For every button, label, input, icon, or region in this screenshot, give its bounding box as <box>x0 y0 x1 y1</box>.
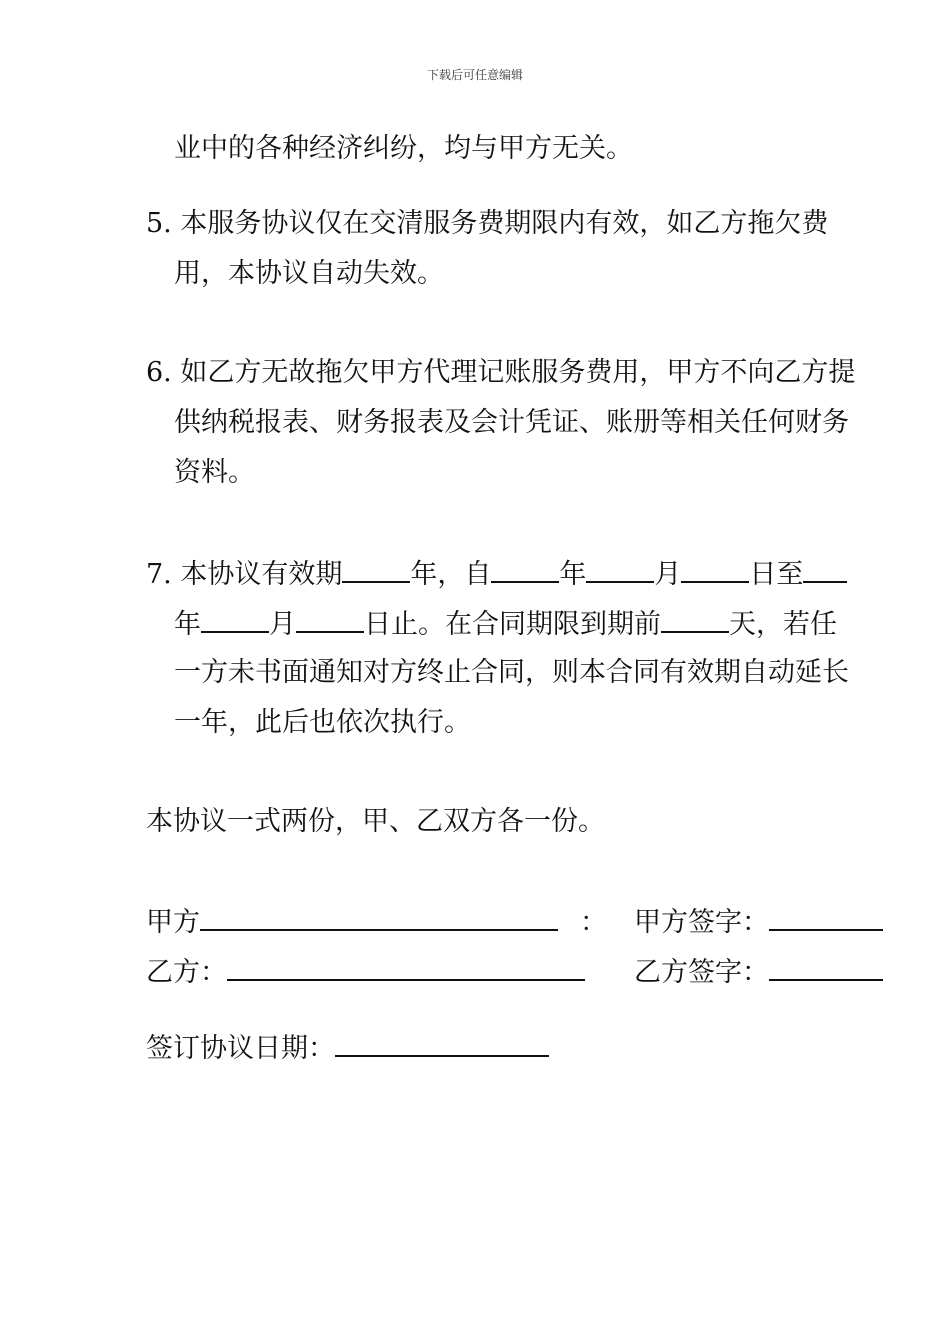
end-year-blank[interactable] <box>803 555 847 583</box>
end-day-blank[interactable] <box>296 605 364 633</box>
copies-statement: 本协议一式两份，甲、乙双方各一份。 <box>146 806 605 837</box>
clause-7-line-3: 一方未书面通知对方终止合同，则本合同有效期自动延长 <box>174 657 849 688</box>
party-a-sign-blank[interactable] <box>769 903 883 931</box>
end-month-blank[interactable] <box>201 605 269 633</box>
clause-7-text-h: 日止。在合同期限到期前 <box>364 609 661 640</box>
party-a-label: 甲方 <box>146 907 200 938</box>
clause-7-text-a: 7. 本协议有效期 <box>146 559 343 590</box>
clause-5-line-1: 5. 本服务协议仅在交清服务费期限内有效，如乙方拖欠费 <box>146 208 829 239</box>
sign-date-blank[interactable] <box>335 1029 549 1057</box>
clause-6-line-3: 资料。 <box>174 457 255 488</box>
party-a-blank[interactable] <box>200 903 558 931</box>
clause-7-text-g: 月 <box>269 609 296 640</box>
clause-7-text-b: 年，自 <box>410 559 492 590</box>
party-a-colon: ： <box>580 907 607 938</box>
clause-7-text-c: 年 <box>559 559 587 590</box>
party-b-row <box>146 953 585 991</box>
party-a-sign-label: 甲方签字： <box>634 907 769 938</box>
party-a-row <box>146 903 607 941</box>
sign-date-label: 签订协议日期： <box>146 1033 335 1064</box>
term-years-blank[interactable] <box>342 555 410 583</box>
clause-6-line-2: 供纳税报表、财务报表及会计凭证、账册等相关任何财务 <box>174 407 849 438</box>
clause-7-text-e: 日至 <box>749 559 804 590</box>
party-b-blank[interactable] <box>227 953 585 981</box>
clause-7-line-4: 一年，此后也依次执行。 <box>174 707 471 738</box>
clause-7-text-d: 月 <box>654 559 682 590</box>
clause-7-text-f: 年 <box>174 609 201 640</box>
party-a-sign-row <box>634 903 883 941</box>
clause-6-line-1: 6. 如乙方无故拖欠甲方代理记账服务费用，甲方不向乙方提 <box>146 357 856 388</box>
party-b-sign-label: 乙方签字： <box>634 957 769 988</box>
clause-7-line-2 <box>174 605 837 643</box>
start-month-blank[interactable] <box>586 555 654 583</box>
party-b-sign-blank[interactable] <box>769 953 883 981</box>
clause-7-line-1 <box>146 555 847 593</box>
party-b-label: 乙方： <box>146 957 227 988</box>
sign-date-row <box>146 1029 549 1067</box>
party-b-sign-row <box>634 953 883 991</box>
start-year-blank[interactable] <box>491 555 559 583</box>
notice-days-blank[interactable] <box>661 605 729 633</box>
start-day-blank[interactable] <box>681 555 749 583</box>
clause-5-line-2: 用，本协议自动失效。 <box>174 258 444 289</box>
clause-4-continuation: 业中的各种经济纠纷，均与甲方无关。 <box>174 133 633 164</box>
clause-7-text-i: 天，若任 <box>729 609 837 640</box>
page-header-note: 下载后可任意编辑 <box>426 68 523 82</box>
